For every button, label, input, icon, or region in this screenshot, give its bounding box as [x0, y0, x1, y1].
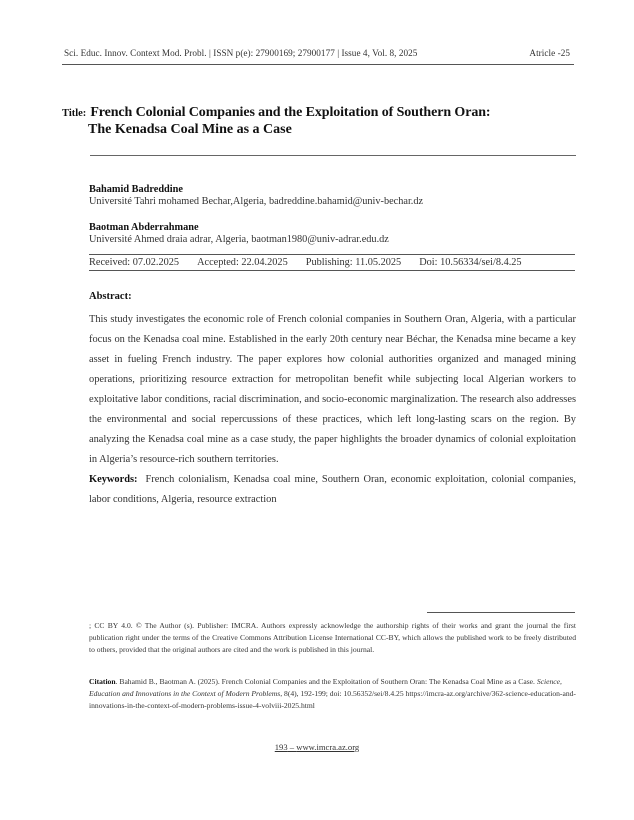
author-affiliation[interactable]: Université Ahmed draia adrar, Algeria, baotman1980@univ-adrar.edu.dz [89, 234, 389, 245]
author-name: Bahamid Badreddine [89, 184, 183, 195]
accepted-date: Accepted: 22.04.2025 [197, 257, 288, 268]
footer-separator: – [287, 742, 297, 752]
title-divider [90, 155, 576, 156]
header-divider [62, 64, 574, 65]
abstract-section [89, 291, 576, 510]
author-1 [89, 184, 423, 207]
page-number: 193 [274, 742, 288, 752]
keywords-text: French colonialism, Kenadsa coal mine, Southern Oran, economic exploitation, colonial companies, labor conditions, Algeria, resource extraction [89, 474, 576, 505]
title-label: Title: [62, 108, 87, 119]
author-name: Baotman Abderrahmane [89, 222, 199, 233]
keywords [89, 470, 576, 510]
journal-info: Sci. Educ. Innov. Context Mod. Probl. | ISSN p(e): 27900169; 27900177 | Issue 4, Vol. 8, 2025 [64, 48, 418, 58]
footnote-divider [427, 612, 575, 613]
citation-details[interactable]: , 8(4), 192-199; doi: 10.56352/sei/8.4.25 https://imcra-az.org/archive/362-science-education-and-innovations-in-the-context-of-modern-problems-issue-4-volviii-2025.html [89, 689, 576, 710]
site-link[interactable]: www.imcra.az.org [296, 742, 360, 752]
citation-journal: Science, Education and Innovations in the Context of Modern Problems [89, 677, 562, 698]
author-affiliation[interactable]: Université Tahri mohamed Bechar,Algeria, badreddine.bahamid@univ-bechar.dz [89, 196, 424, 207]
publication-dates [89, 254, 575, 271]
title-block [62, 103, 582, 138]
citation-authors: . Bahamid B., Baotman A. (2025). French Colonial Companies and the Exploitation of Southern Oran: The Kenadsa Coal Mine as a Case. [115, 677, 537, 686]
running-header [64, 48, 570, 58]
abstract-label: Abstract: [89, 291, 132, 302]
received-date: Received: 07.02.2025 [89, 257, 180, 268]
publishing-date: Publishing: 11.05.2025 [305, 257, 402, 268]
citation [89, 676, 576, 712]
keywords-label: Keywords: [89, 474, 138, 485]
article-number: Atricle -25 [529, 48, 570, 58]
license-note: ; CC BY 4.0. © The Author (s). Publisher: IMCRA. Authors expressly acknowledge the authorship rights of their works and grant the journal the first publication right under the terms of the Creative Commons Attribution License International CC-BY, which allows the published work to be freely distributed to others, provided that the original authors are cited and the work is published in this journal. [89, 621, 576, 654]
doi-link[interactable]: Doi: 10.56334/sei/8.4.25 [419, 257, 522, 268]
page-footer [0, 742, 634, 752]
abstract-text: This study investigates the economic role of French colonial companies in Southern Oran, Algeria, with a particular focus on the Kenadsa coal mine. Established in the early 20th century near Béchar, the Kenadsa mine became a key asset in fueling French industry. The paper explores how colonial authorities organized and managed mining operations, prioritizing resource extraction for metropolitan benefit while subjecting local Algerian workers to exploitative labor conditions, racial discrimination, and socio-economic marginalization. The research also addresses the environmental and social repercussions of these practices, which left long-lasting scars on the region. By analyzing the Kenadsa coal mine as a case study, the paper highlights the broader dynamics of colonial exploitation in Algeria’s resource-rich southern territories. [89, 314, 576, 465]
title-line-1: French Colonial Companies and the Exploitation of Southern Oran: [90, 105, 491, 120]
citation-label: Citation [89, 677, 116, 686]
title-line-2: The Kenadsa Coal Mine as a Case [88, 122, 292, 137]
author-2 [89, 222, 389, 245]
